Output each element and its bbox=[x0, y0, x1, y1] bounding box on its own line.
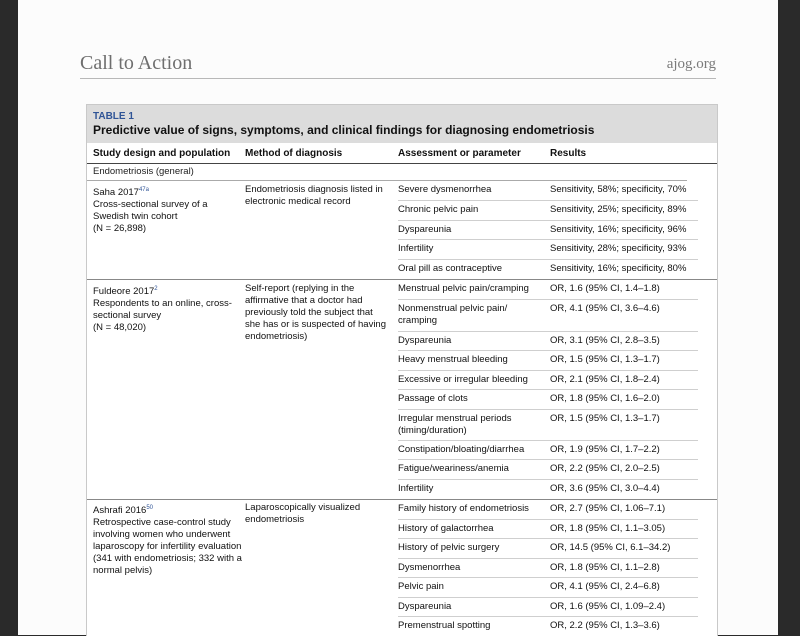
table-row bbox=[398, 181, 698, 201]
table-row bbox=[398, 559, 698, 578]
method-cell: Laparoscopically visualized endometriosis bbox=[245, 502, 361, 525]
study-description: Respondents to an online, cross-sectional survey bbox=[93, 298, 232, 322]
table-row bbox=[398, 480, 698, 498]
study-name: Ashrafi 2016 bbox=[93, 505, 147, 517]
result-cell: OR, 3.1 (95% CI, 2.8–3.5) bbox=[550, 335, 660, 346]
parameter-cell: Dyspareunia bbox=[398, 601, 452, 612]
parameter-cell: Irregular menstrual periods (timing/duration) bbox=[398, 413, 512, 436]
result-cell: OR, 1.5 (95% CI, 1.3–1.7) bbox=[550, 354, 660, 365]
parameter-cell: Family history of endometriosis bbox=[398, 503, 529, 514]
method-cell: Endometriosis diagnosis listed in electronic medical record bbox=[245, 184, 383, 207]
result-cell: OR, 3.6 (95% CI, 3.0–4.4) bbox=[550, 483, 660, 494]
result-cell: OR, 1.5 (95% CI, 1.3–1.7) bbox=[550, 413, 660, 424]
parameter-cell: Infertility bbox=[398, 483, 434, 494]
result-cell: OR, 1.6 (95% CI, 1.09–2.4) bbox=[550, 601, 666, 612]
table-row bbox=[398, 441, 698, 460]
result-cell: OR, 2.2 (95% CI, 2.0–2.5) bbox=[550, 463, 660, 474]
table-row bbox=[398, 280, 698, 300]
table-row bbox=[398, 260, 698, 278]
parameter-cell: Excessive or irregular bleeding bbox=[398, 374, 528, 385]
parameter-cell: Heavy menstrual bleeding bbox=[398, 354, 508, 365]
table-row bbox=[398, 460, 698, 480]
section-title: Call to Action bbox=[80, 52, 193, 74]
parameter-cell: Dyspareunia bbox=[398, 224, 452, 235]
parameter-cell: Premenstrual spotting bbox=[398, 620, 491, 631]
table-row bbox=[398, 371, 698, 390]
result-cell: Sensitivity, 28%; specificity, 93% bbox=[550, 243, 687, 254]
result-cell: OR, 4.1 (95% CI, 3.6–4.6) bbox=[550, 303, 660, 314]
section-label: Endometriosis (general) bbox=[93, 166, 194, 177]
table-row bbox=[398, 201, 698, 221]
result-cell: OR, 1.9 (95% CI, 1.7–2.2) bbox=[550, 444, 660, 455]
study-name: Saha 2017 bbox=[93, 187, 139, 199]
result-cell: OR, 1.8 (95% CI, 1.6–2.0) bbox=[550, 393, 660, 404]
method-cell: Self-report (replying in the affirmative that a doctor had previously told the subject that she has or is suspected of having endometriosis) bbox=[245, 283, 387, 342]
study-cell bbox=[93, 283, 243, 334]
parameter-cell: History of galactorrhea bbox=[398, 523, 494, 534]
journal-site: ajog.org bbox=[666, 56, 716, 72]
document-page bbox=[18, 0, 778, 635]
column-header-results: Results bbox=[550, 148, 587, 159]
study-cell bbox=[93, 502, 243, 577]
study-reference: 50 bbox=[146, 505, 154, 511]
parameter-cell: Passage of clots bbox=[398, 393, 468, 404]
study-reference: 47a bbox=[138, 187, 149, 193]
table-label: TABLE 1 bbox=[93, 111, 134, 122]
table-row bbox=[398, 300, 698, 332]
table-row bbox=[398, 617, 698, 635]
parameter-cell: Constipation/bloating/diarrhea bbox=[398, 444, 525, 455]
table-row bbox=[398, 221, 698, 240]
table-row bbox=[398, 332, 698, 351]
parameter-cell: Menstrual pelvic pain/cramping bbox=[398, 283, 529, 294]
table-row bbox=[398, 351, 698, 371]
study-cell bbox=[93, 184, 243, 235]
parameter-cell: Dysmenorrhea bbox=[398, 562, 461, 573]
column-header-study: Study design and population bbox=[93, 148, 231, 159]
result-cell: Sensitivity, 25%; specificity, 89% bbox=[550, 204, 687, 215]
table-row bbox=[398, 240, 698, 260]
result-cell: OR, 2.7 (95% CI, 1.06–7.1) bbox=[550, 503, 666, 514]
parameter-cell: History of pelvic surgery bbox=[398, 542, 500, 553]
result-cell: OR, 1.6 (95% CI, 1.4–1.8) bbox=[550, 283, 660, 294]
study-sample-size: (N = 26,898) bbox=[93, 223, 147, 235]
study-reference: 2 bbox=[154, 286, 158, 292]
result-cell: Sensitivity, 16%; specificity, 80% bbox=[550, 263, 687, 274]
result-cell: Sensitivity, 58%; specificity, 70% bbox=[550, 184, 687, 195]
parameter-cell: Fatigue/weariness/anemia bbox=[398, 463, 509, 474]
column-headers bbox=[87, 143, 717, 164]
parameter-cell: Infertility bbox=[398, 243, 434, 254]
study-name: Fuldeore 2017 bbox=[93, 286, 155, 298]
result-cell: OR, 1.8 (95% CI, 1.1–3.05) bbox=[550, 523, 666, 534]
table-1 bbox=[86, 104, 718, 636]
parameter-cell: Dyspareunia bbox=[398, 335, 452, 346]
parameter-cell: Chronic pelvic pain bbox=[398, 204, 479, 215]
result-cell: OR, 2.1 (95% CI, 1.8–2.4) bbox=[550, 374, 660, 385]
parameter-cell: Pelvic pain bbox=[398, 581, 444, 592]
table-heading bbox=[87, 105, 717, 143]
table-row bbox=[398, 539, 698, 559]
section-row bbox=[87, 164, 687, 181]
result-cell: OR, 1.8 (95% CI, 1.1–2.8) bbox=[550, 562, 660, 573]
result-cell: OR, 2.2 (95% CI, 1.3–3.6) bbox=[550, 620, 660, 631]
study-description: Cross-sectional survey of a Swedish twin cohort bbox=[93, 199, 208, 223]
result-cell: OR, 4.1 (95% CI, 2.4–6.8) bbox=[550, 581, 660, 592]
column-header-method: Method of diagnosis bbox=[245, 148, 343, 159]
page-header bbox=[80, 50, 716, 79]
table-row bbox=[398, 410, 698, 441]
table-row bbox=[398, 500, 698, 520]
table-row bbox=[398, 578, 698, 598]
parameter-cell: Severe dysmenorrhea bbox=[398, 184, 492, 195]
table-row bbox=[398, 520, 698, 539]
column-header-parameter: Assessment or parameter bbox=[398, 148, 521, 159]
parameter-cell: Oral pill as contraceptive bbox=[398, 263, 503, 274]
result-cell: Sensitivity, 16%; specificity, 96% bbox=[550, 224, 687, 235]
table-row bbox=[398, 390, 698, 410]
study-sample-size: (N = 48,020) bbox=[93, 322, 147, 334]
study-description: Retrospective case-control study involving women who underwent laparoscopy for infertility evaluation (341 with endometriosis; 332 with a normal pelvis) bbox=[93, 517, 242, 577]
parameter-cell: Nonmenstrual pelvic pain/ cramping bbox=[398, 303, 508, 326]
result-cell: OR, 14.5 (95% CI, 6.1–34.2) bbox=[550, 542, 671, 553]
table-row bbox=[398, 598, 698, 617]
table-title: Predictive value of signs, symptoms, and clinical findings for diagnosing endometriosis bbox=[93, 123, 595, 137]
